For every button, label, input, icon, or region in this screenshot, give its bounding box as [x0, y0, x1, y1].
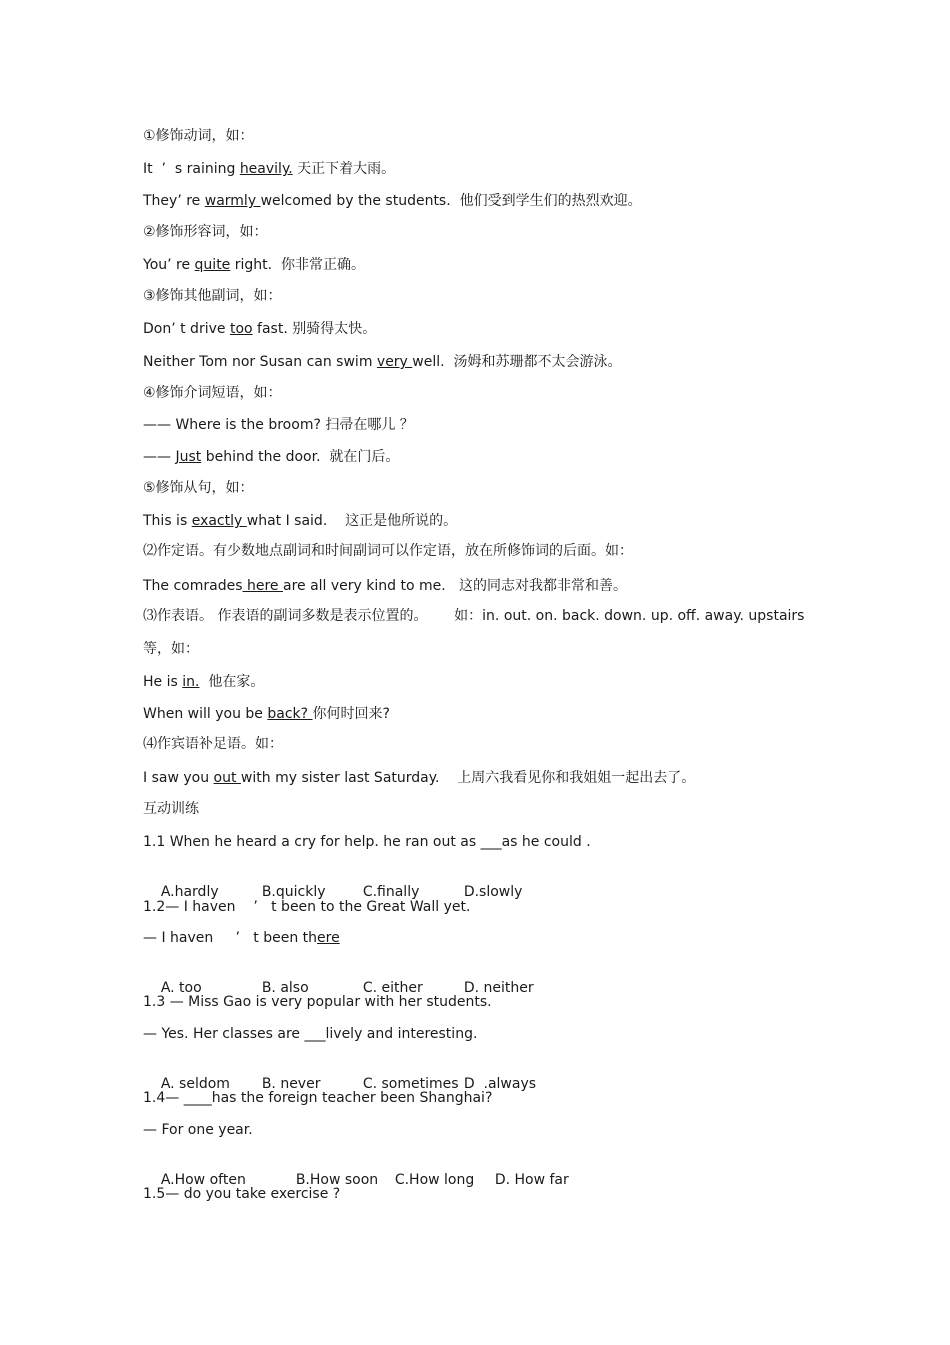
underlined-word: in. — [182, 674, 200, 690]
question-1-3: 1.3 — Miss Gao is very popular with her students. — [143, 994, 492, 1010]
underlined-word: warmly — [204, 193, 261, 209]
question-1-2: 1.2— I haven ’ t been to the Great Wall yet. — [143, 899, 471, 915]
example-translation: 你何时回来? — [312, 706, 390, 722]
option-c: C.finally — [362, 884, 420, 900]
example-translation: are all very kind to me. 这的同志对我都非常和善。 — [282, 578, 628, 594]
option-a: A. seldom — [160, 1076, 230, 1092]
option-d: D.slowly — [463, 884, 523, 900]
heading-modify-clause: ⑤修饰从句，如： — [143, 480, 254, 496]
example-text: It ’ s raining — [143, 161, 240, 177]
example-text: I saw you — [143, 770, 214, 786]
example-back — [143, 705, 390, 723]
option-d: D. neither — [463, 980, 534, 996]
option-c: C. either — [362, 980, 423, 996]
example-translation: well. 汤姆和苏珊都不太会游泳。 — [412, 354, 622, 370]
example-translation: 天正下着大雨。 — [292, 161, 396, 177]
example-text: Don’ t drive — [143, 321, 230, 337]
option-c: C. sometimes — [362, 1076, 459, 1092]
example-raining — [143, 160, 395, 178]
heading-predicative: ⑶作表语。 作表语的副词多数是表示位置的。 如：in. out. on. back. down. up. off. away. upstairs — [143, 608, 805, 624]
example-text: This is — [143, 513, 192, 529]
example-text: —— — [143, 449, 176, 465]
example-translation: behind the door. 就在门后。 — [201, 449, 400, 465]
option-d: D .always — [463, 1076, 537, 1092]
underlined-word: very — [376, 354, 413, 370]
underlined-word: out — [213, 770, 241, 786]
question-1-2-reply — [143, 929, 340, 947]
heading-predicative-cont: 等，如： — [143, 641, 199, 657]
underlined-word: back? — [267, 706, 313, 722]
option-b: B.quickly — [261, 884, 326, 900]
underlined-word: quite — [194, 257, 231, 273]
example-translation: welcomed by the students. 他们受到学生们的热烈欢迎。 — [260, 193, 642, 209]
underlined-word: too — [229, 321, 253, 337]
heading-modify-adjective: ②修饰形容词，如： — [143, 224, 268, 240]
question-1-4: 1.4— ____has the foreign teacher been Shanghai? — [143, 1090, 493, 1106]
example-too-fast — [143, 320, 376, 338]
heading-modify-adverb: ③修饰其他副词，如： — [143, 288, 282, 304]
option-b: B.How soon — [295, 1172, 379, 1188]
example-broom-question: —— Where is the broom? 扫帚在哪儿 ？ — [143, 417, 414, 433]
heading-attributive: ⑵作定语。有少数地点副词和时间副词可以作定语，放在所修饰词的后面。如： — [143, 543, 633, 559]
question-1-1: 1.1 When he heard a cry for help. he ran out as ___as he could . — [143, 834, 591, 850]
example-he-is-in — [143, 673, 264, 691]
option-a: A.How often — [160, 1172, 246, 1188]
option-d: D. How far — [494, 1172, 569, 1188]
example-text: They’ re — [143, 193, 205, 209]
heading-modify-prep-phrase: ④修饰介词短语，如： — [143, 385, 282, 401]
underlined-word: heavily. — [239, 161, 293, 177]
option-b: B. never — [261, 1076, 321, 1092]
question-1-5: 1.5— do you take exercise ? — [143, 1186, 341, 1202]
example-quite-right — [143, 256, 365, 274]
example-saw-you-out — [143, 769, 695, 787]
example-text: The comrades — [143, 578, 243, 594]
heading-object-complement: ⑷作宾语补足语。如： — [143, 736, 283, 752]
example-text: When will you be — [143, 706, 268, 722]
example-text: Neither Tom nor Susan can swim — [143, 354, 377, 370]
option-a: A. too — [160, 980, 202, 996]
question-1-3-reply: — Yes. Her classes are ___lively and interesting. — [143, 1026, 478, 1042]
example-very-well — [143, 353, 622, 371]
example-behind-door — [143, 448, 399, 466]
underlined-word: Just — [175, 449, 202, 465]
underlined-word: ere — [317, 930, 340, 946]
example-translation: 他在家。 — [199, 674, 265, 690]
example-welcomed — [143, 192, 642, 210]
underlined-word: here — [242, 578, 283, 594]
example-comrades-here — [143, 577, 627, 595]
option-b: B. also — [261, 980, 309, 996]
example-exactly — [143, 512, 457, 530]
heading-modify-verb: ①修饰动词，如： — [143, 128, 254, 144]
question-1-4-reply: — For one year. — [143, 1122, 253, 1138]
option-a: A.hardly — [160, 884, 219, 900]
example-text: — I haven ’ t been th — [143, 930, 318, 946]
example-text: You’ re — [143, 257, 195, 273]
example-translation: what I said. 这正是他所说的。 — [246, 513, 458, 529]
section-exercises-title: 互动训练 — [143, 801, 199, 817]
example-translation: fast. 别骑得太快。 — [252, 321, 377, 337]
example-text: He is — [143, 674, 183, 690]
option-c: C.How long — [394, 1172, 475, 1188]
example-translation: right. 你非常正确。 — [230, 257, 366, 273]
underlined-word: exactly — [191, 513, 247, 529]
example-translation: with my sister last Saturday. 上周六我看见你和我姐姐一起出去了。 — [240, 770, 696, 786]
